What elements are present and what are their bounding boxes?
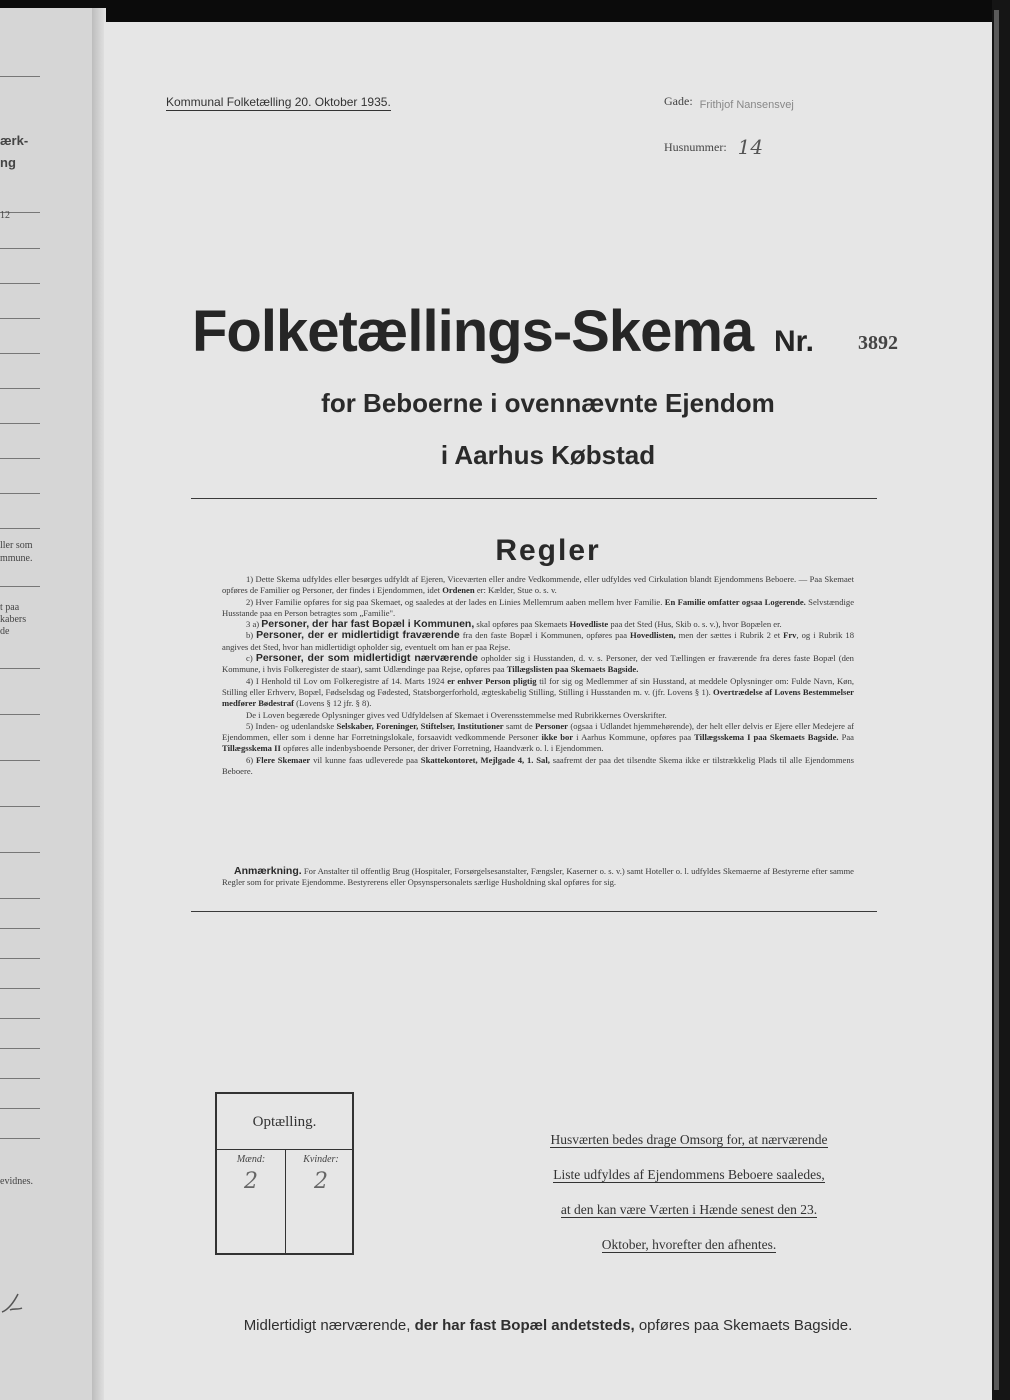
street-field: [664, 94, 794, 109]
notice-line: Husværten bedes drage Omsorg for, at nærværende: [550, 1132, 828, 1147]
form-location: i Aarhus Købstad: [440, 440, 656, 470]
rule-4b: De i Loven begærede Oplysninger gives ved Udfyldelsen af Skemaet i Overensstemmelse med Rubrikkernes Overskrifter.: [246, 709, 667, 720]
ruled-line: [0, 493, 40, 494]
census-form-page: [104, 22, 992, 1400]
rule-3b: b) Personer, der er midlertidigt fraværende fra den faste Bopæl i Kommunen, opføres paa Hovedlisten, men der sættes i Rubrik 2 et Frv, og i Rubrik 18 angives det Sted, hvor han midlertidigt opholder sig, eventuelt om han er paa Rejse.: [222, 629, 855, 652]
ruled-line: [0, 1048, 40, 1049]
ruled-line: [0, 318, 40, 319]
rules-heading: Regler: [495, 534, 601, 567]
ruled-line: [0, 248, 40, 249]
scan-border: [992, 0, 1010, 1400]
ruled-line: [0, 668, 40, 669]
margin-text: mmune.: [0, 553, 33, 564]
ruled-line: [0, 586, 40, 587]
ruled-line: [0, 1078, 40, 1079]
ruled-line: [0, 898, 40, 899]
men-label: Mænd:: [236, 1154, 266, 1165]
rule-6: 6) Flere Skemaer vil kunne faas udleverede paa Skattekontoret, Mejlgade 4, 1. Sal, saafremt der paa det tilsendte Skema ikke er tilstrækkelig Plads til alle Ejendommens Beboere.: [222, 754, 855, 777]
women-value: 2: [314, 1169, 328, 1194]
ruled-line: [0, 1108, 40, 1109]
rule-4: 4) I Henhold til Lov om Folkeregistre af 14. Marts 1924 er enhver Person pligtig til for sig og Medlemmer af sin Husstand, at meddele Oplysninger om: Fulde Navn, Køn, Stilling eller Erhverv, Bopæl, Fødselsdag og Fødested, Statsborgerforhold, ægteskabelig Stilling, Stilling i Husstanden m. v. (jfr. Lovens § 1). Overtrædelse af Lovens Bestemmelser medfører Bødestraf (Lovens § 12 jfr. § 8).: [222, 675, 855, 709]
margin-text: ller som: [0, 540, 33, 551]
notice-line: Oktober, hvorefter den afhentes.: [601, 1237, 777, 1252]
men-count: [217, 1154, 285, 1194]
remark-label: Anmærkning.: [234, 865, 302, 877]
ruled-line: [0, 928, 40, 929]
rule-3a: 3 a) Personer, der har fast Bopæl i Kommunen, skal opføres paa Skemaets Hovedliste paa det Sted (Hus, Skib o. s. v.), hvor Bopælen er.: [246, 618, 782, 631]
census-title: Kommunal Folketælling 20. Oktober 1935.: [166, 95, 391, 109]
ruled-line: [0, 388, 40, 389]
divider: [191, 911, 877, 912]
house-number-label: Husnummer:: [664, 140, 727, 154]
margin-text: de: [0, 626, 10, 637]
margin-text: 12: [0, 210, 10, 221]
house-number-value: 14: [737, 135, 764, 159]
ruled-line: [0, 714, 40, 715]
remark: [222, 866, 854, 889]
street-label: Gade:: [664, 94, 693, 108]
form-number-value: 3892: [858, 332, 898, 354]
ruled-line: [0, 988, 40, 989]
form-number-label: Nr.: [774, 325, 815, 358]
notice-line: Liste udfyldes af Ejendommens Beboere saaledes,: [553, 1167, 825, 1182]
signature-mark-icon: [0, 1288, 30, 1318]
house-number-field: [664, 132, 764, 159]
ruled-line: [0, 806, 40, 807]
margin-text: ærk-: [0, 133, 29, 148]
form-title: Folketællings-Skema: [192, 299, 754, 364]
margin-text: evidnes.: [0, 1176, 34, 1187]
notice-line: at den kan være Værten i Hænde senest den 23.: [560, 1202, 818, 1217]
ruled-line: [0, 760, 40, 761]
men-value: 2: [244, 1169, 258, 1194]
footer-note: Midlertidigt nærværende, der har fast Bopæl andetsteds, opføres paa Skemaets Bagside.: [243, 1317, 853, 1334]
ruled-line: [0, 76, 40, 77]
ruled-line: [0, 1138, 40, 1139]
rule-3c: c) Personer, der som midlertidigt nærværende opholder sig i Husstanden, d. v. s. Personer, der ved Tællingen er fraværende fra deres faste Bopæl (den Kommune, i hvis Folkeregister de staar), samt Udlændinge paa Rejse, opføres paa Tillægslisten paa Skemaets Bagside.: [222, 652, 854, 675]
ruled-line: [0, 353, 40, 354]
ruled-line: [0, 283, 40, 284]
remark-text: For Anstalter til offentlig Brug (Hospitaler, Forsørgelsesanstalter, Fængsler, Kaserner o. s. v.) samt Hoteller o. l. udfyldes Skemaerne af Bestyrerne efter samme Regler som for private Ejendomme. Bestyrerens eller Opsynspersonalets særlige Husholdning skal opføres for sig.: [222, 866, 854, 888]
form-subtitle: for Beboerne i ovennævnte Ejendom: [321, 388, 775, 418]
ruled-line: [0, 528, 40, 529]
rule-1: 1) Dette Skema udfyldes eller besørges udfyldt af Ejeren, Viceværten eller andre Vedkommende, eller udfyldes ved Cirkulation blandt Ejendommens Beboere. — Paa Skemaet opføres de Familier og Personer, der findes i Ejendommen, idet Ordenen er: Kælder, Stue o. s. v.: [222, 574, 854, 596]
margin-text: t paa: [0, 602, 20, 613]
rules-text: [222, 574, 854, 777]
women-label: Kvinder:: [303, 1154, 339, 1165]
margin-text: kabers: [0, 614, 27, 625]
rule-5: 5) Inden- og udenlandske Selskaber, Foreninger, Stiftelser, Institutioner samt de Personer (ogsaa i Udlandet hjemmehørende), der helt eller delvis er Ejere eller Medejere af Ejendommen, eller som i denne har Forretningslokale, forsaavidt vedkommende Personer ikke bor i Aarhus Kommune, opføres paa Tillægsskema I paa Skemaets Bagside. Paa Tillægsskema II opføres alle indenbysboende Personer, der driver Forretning, Haandværk o. l. i Ejendommen.: [222, 720, 855, 754]
rule-2: 2) Hver Familie opføres for sig paa Skemaet, og saaledes at der lades en Linies Mellemrum aaben mellem hver Familie. En Familie omfatter ogsaa Logerende. Selvstændige Husstande paa en Person betragtes som „Familie".: [222, 596, 855, 618]
women-count: [287, 1154, 355, 1194]
count-box: [215, 1092, 354, 1255]
count-heading: Optælling.: [217, 1094, 352, 1150]
margin-text: ng: [0, 155, 16, 170]
landlord-notice: [514, 1122, 864, 1262]
ruled-line: [0, 458, 40, 459]
adjacent-page-fragment: [0, 8, 94, 1400]
ruled-line: [0, 852, 40, 853]
ruled-line: [0, 958, 40, 959]
ruled-line: [0, 423, 40, 424]
ruled-line: [0, 1018, 40, 1019]
divider: [191, 498, 877, 499]
street-value: Frithjof Nansensvej: [699, 99, 794, 111]
